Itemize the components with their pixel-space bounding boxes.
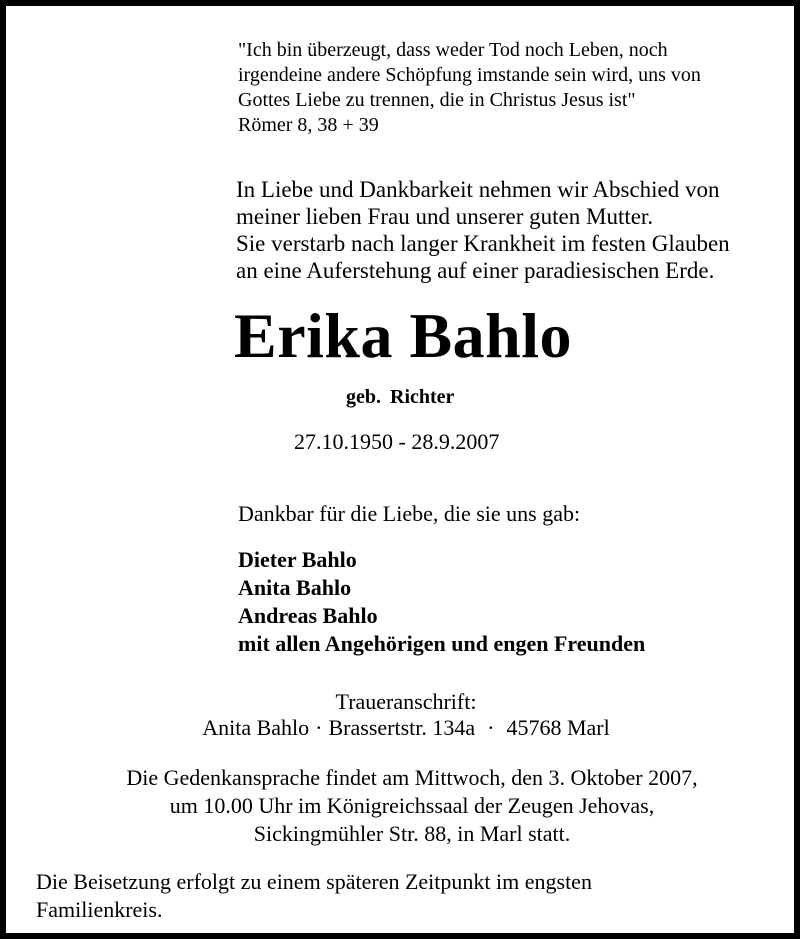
signer-name: Andreas Bahlo (238, 603, 378, 628)
burial-info (36, 868, 592, 924)
burial-line: Familienkreis. (36, 897, 163, 922)
thanks-text: Dankbar für die Liebe, die sie uns gab: (238, 501, 581, 526)
quote-line: "Ich bin überzeugt, dass weder Tod noch Leben, noch (238, 39, 668, 61)
signer-name: Anita Bahlo (238, 575, 352, 600)
maiden-name: geb. Richter (346, 386, 455, 408)
intro-line: In Liebe und Dankbarkeit nehmen wir Abschied von (236, 177, 720, 202)
address-city: 45768 Marl (506, 715, 610, 740)
intro-line: Sie verstarb nach langer Krankheit im festen Glauben (236, 231, 730, 256)
memorial-service-info (6, 764, 800, 848)
mourning-address (6, 714, 800, 742)
signer-name: Dieter Bahlo (238, 547, 357, 572)
service-line: Sickingmühler Str. 88, in Marl statt. (253, 821, 571, 846)
deceased-name: Erika Bahlo (234, 300, 573, 371)
address-separator: · (487, 715, 495, 740)
quote-line: irgendeine andere Schöpfung imstande sein wird, uns von (238, 64, 701, 86)
life-dates: 27.10.1950 - 28.9.2007 (294, 429, 500, 454)
service-line: Die Gedenkansprache findet am Mittwoch, den 3. Oktober 2007, (126, 765, 698, 790)
intro-line: an eine Auferstehung auf einer paradiesischen Erde. (236, 258, 715, 283)
quote-reference: Römer 8, 38 + 39 (238, 114, 379, 136)
quote-line: Gottes Liebe zu trennen, die in Christus Jesus ist" (238, 89, 636, 111)
burial-line: Die Beisetzung erfolgt zu einem späteren Zeitpunkt im engsten (36, 869, 592, 894)
signer-relatives: mit allen Angehörigen und engen Freunden (238, 631, 646, 656)
service-line: um 10.00 Uhr im Königreichssaal der Zeugen Jehovas, (169, 793, 655, 818)
intro-text (236, 176, 730, 284)
address-label: Traueranschrift: (335, 689, 477, 714)
signers-list (238, 546, 645, 658)
address-street: Brassertstr. 134a (328, 715, 476, 740)
intro-line: meiner lieben Frau und unserer guten Mutter. (236, 204, 654, 229)
bible-quote (238, 38, 701, 138)
address-name: Anita Bahlo (202, 715, 310, 740)
address-separator: · (315, 715, 323, 740)
